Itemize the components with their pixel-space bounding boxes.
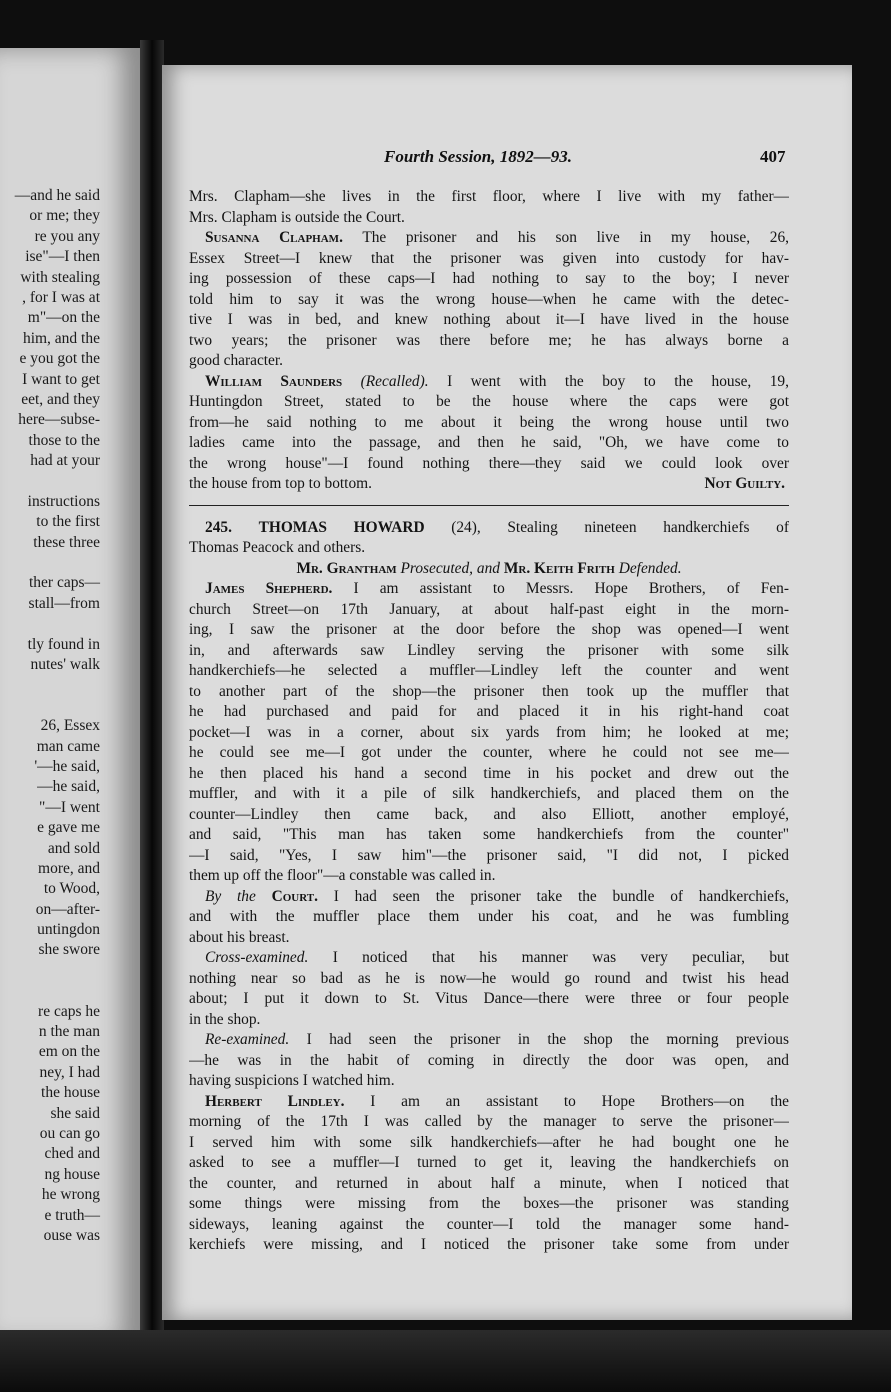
left-page-line-fragment: she swore <box>38 941 100 959</box>
running-head <box>162 147 852 171</box>
left-page-blank-line <box>0 981 100 1001</box>
text-span: I noticed that his manner was very peculiar, but <box>332 949 789 966</box>
text-line: Mrs. Clapham is outside the Court. <box>189 208 405 226</box>
text-line: kerchiefs were missing, and I noticed the prisoner take some from under <box>189 1236 789 1253</box>
left-page-line-fragment: tly found in <box>27 635 100 653</box>
left-page-line-fragment: e truth— <box>44 1206 100 1224</box>
left-page-line-fragment: em on the <box>38 1043 100 1061</box>
text-span: the house from top to bottom. <box>189 475 372 492</box>
text-line: the wrong house"—I found nothing there—they said we could look over <box>189 454 789 472</box>
text-line: —I said, "Yes, I saw him"—the prisoner said, "I did not, I picked <box>189 846 789 864</box>
left-page-line-fragment: nutes' walk <box>30 655 100 673</box>
text-line: Mrs. Clapham—she lives in the first floor, where I live with my father— <box>189 188 789 205</box>
text-line: good character. <box>189 352 284 369</box>
left-page-line-fragment: re caps he <box>38 1002 100 1020</box>
text-line: to another part of the shop—the prisoner then took up the muffler that <box>189 682 789 700</box>
left-page-line-fragment: ney, I had <box>39 1063 100 1081</box>
text-line: in the shop. <box>189 1010 261 1028</box>
left-page-blank-line <box>0 553 100 573</box>
text-line: about his breast. <box>189 928 290 946</box>
page-body <box>189 187 789 1256</box>
verdict: Not Guilty. <box>704 475 785 492</box>
left-page-line-fragment: ise"—I then <box>25 248 100 266</box>
text-line: asked to see a muffler—I turned to get it, leaving the handkerchiefs on <box>189 1154 789 1171</box>
left-page-line-fragment: she said <box>50 1104 100 1122</box>
left-page-line-fragment: with stealing <box>20 268 100 286</box>
left-page-line-fragment: "—I went <box>39 798 100 816</box>
witness-paragraph-start <box>189 228 789 249</box>
left-page-line-fragment: he wrong <box>41 1186 100 1204</box>
left-page-line-fragment: and sold <box>47 839 100 857</box>
left-page-line-fragment: e you got the <box>19 350 100 368</box>
text-line: muffler, and with it a pile of silk handkerchiefs, and placed them on the <box>189 785 789 802</box>
charge-text: (24), Stealing nineteen handkerchiefs of <box>451 518 789 536</box>
text-line: the counter, and returned in about half a minute, when I noticed that <box>189 1174 789 1192</box>
left-page-line-fragment: or me; they <box>29 207 100 225</box>
text-line: he then placed his hand a second time in his pocket and drew out the <box>189 764 789 782</box>
left-page-line-fragment: e gave me <box>37 819 100 837</box>
left-page-blank-line <box>0 675 100 695</box>
left-facing-page <box>0 48 140 1343</box>
text-line: and said, "This man has taken some handkerchiefs from the counter" <box>189 826 789 843</box>
text-line: from—he said nothing to me about it being the wrong house until two <box>189 413 789 431</box>
left-page-line-fragment: 26, Essex <box>40 717 100 735</box>
left-page-line-fragment: ng house <box>44 1165 100 1183</box>
and-label: and <box>476 559 500 577</box>
defence-counsel: Mr. Keith Frith <box>503 559 615 577</box>
text-line: counter—Lindley then came back, and also Elliott, another employé, <box>189 805 789 823</box>
left-page-blank-line <box>0 961 100 981</box>
by-the-label: By the <box>205 887 256 905</box>
left-page-blank-line <box>0 696 100 716</box>
book-gutter <box>140 40 164 1350</box>
recalled-label: (Recalled). <box>360 372 429 390</box>
witness-paragraph-start <box>189 579 789 600</box>
witness-paragraph-start <box>189 372 789 393</box>
left-page-line-fragment: ou can go <box>39 1124 100 1142</box>
left-page-line-fragment: the house <box>41 1084 100 1102</box>
left-page-line-fragment: re you any <box>34 227 100 245</box>
text-line: he had purchased and paid for and placed it in his right-hand coat <box>189 703 789 720</box>
left-page-line-fragment: more, and <box>38 859 100 877</box>
left-page-line-fragment: to Wood, <box>43 880 100 898</box>
witness-name: James Shepherd. <box>205 580 333 597</box>
left-page-line-fragment: n the man <box>38 1023 100 1041</box>
cross-exam-paragraph-start <box>189 948 789 969</box>
left-page-line-fragment: him, and the <box>22 329 100 347</box>
left-page-line-fragment: I want to get <box>22 370 100 388</box>
text-line: pocket—I was in a corner, about six yards from him; he looked at me; <box>189 723 789 741</box>
text-line: I served him with some silk handkerchiefs—after he had bought one he <box>189 1133 789 1151</box>
defendant-name: THOMAS HOWARD <box>258 518 425 536</box>
text-line: morning of the 17th I was called by the manager to serve the prisoner— <box>189 1113 789 1130</box>
text-span: The prisoner and his son live in my house, 26, <box>362 229 789 246</box>
text-line: Huntingdon Street, stated to be the house where the caps were got <box>189 393 789 410</box>
left-page-line-fragment: those to the <box>28 431 100 449</box>
text-line: two years; the prisoner was there before me; he has always borne a <box>189 331 789 349</box>
witness-name: Susanna Clapham. <box>205 229 343 246</box>
left-page-line-fragment: instructions <box>27 492 100 510</box>
text-span: I am assistant to Messrs. Hope Brothers, of Fen- <box>353 580 789 597</box>
left-page-line-fragment: to the first <box>36 513 100 531</box>
case-number: 245. <box>205 518 232 536</box>
text-line: having suspicions I watched him. <box>189 1072 395 1089</box>
cross-examined-label: Cross-examined. <box>205 949 309 966</box>
left-page-line-fragment: —he said, <box>37 778 100 796</box>
text-span: I had seen the prisoner in the shop the morning previous <box>306 1031 789 1048</box>
right-page <box>162 65 852 1320</box>
left-page-blank-line <box>0 614 100 634</box>
text-line: ladies came into the passage, and then he said, "Oh, we have come to <box>189 434 789 451</box>
re-examined-label: Re-examined. <box>205 1031 290 1048</box>
defended-label: Defended. <box>618 559 682 577</box>
left-page-line-fragment: here—subse- <box>18 411 100 429</box>
prosecuted-label: Prosecuted, <box>400 559 474 577</box>
left-page-blank-line <box>0 471 100 491</box>
text-line: ing possession of these caps—I had nothing to say to the boy; I never <box>189 270 789 287</box>
text-span: I had seen the prisoner take the bundle of handkerchiefs, <box>333 887 789 905</box>
left-page-line-fragment: ther caps— <box>28 574 100 592</box>
left-page-line-fragment: eet, and they <box>21 390 100 408</box>
page-number: 407 <box>760 147 786 166</box>
counsel-line <box>189 559 789 580</box>
text-line: told him to say it was the wrong house—when he came with the detec- <box>189 290 789 308</box>
left-page-line-fragment: m"—on the <box>27 309 100 327</box>
left-page-line-fragment: , for I was at <box>22 288 100 306</box>
witness-name: William Saunders <box>205 372 343 390</box>
case-heading <box>189 518 789 539</box>
text-line: them up off the floor"—a constable was called in. <box>189 867 496 884</box>
text-line: nothing near so bad as he is now—he would go round and twist his head <box>189 969 789 987</box>
case-separator-rule <box>189 505 789 506</box>
witness-paragraph-start <box>189 1092 789 1113</box>
left-page-line-fragment: untingdon <box>37 921 100 939</box>
court-label: Court. <box>271 887 318 905</box>
text-line: in, and afterwards saw Lindley serving the prisoner with some silk <box>189 641 789 659</box>
verdict-line <box>189 474 789 495</box>
text-line: Essex Street—I knew that the prisoner was given into custody for hav- <box>189 249 789 267</box>
text-line: and with the muffler place them under his coat, and he was fumbling <box>189 908 789 925</box>
left-page-line-fragment: man came <box>36 737 100 755</box>
running-title: Fourth Session, 1892—93. <box>384 147 572 166</box>
left-page-line-fragment: ouse was <box>43 1226 100 1244</box>
text-line: sideways, leaning against the counter—I told the manager some hand- <box>189 1215 789 1233</box>
left-page-text-fragments <box>0 186 100 1246</box>
text-line: —he was in the habit of coming in directly the door was open, and <box>189 1051 789 1069</box>
witness-name: Herbert Lindley. <box>205 1092 345 1110</box>
left-page-line-fragment: '—he said, <box>34 757 100 775</box>
text-line: about; I put it down to St. Vitus Dance—there were three or four people <box>189 990 789 1007</box>
re-exam-paragraph-start <box>189 1030 789 1051</box>
left-page-line-fragment: on—after- <box>35 900 100 918</box>
text-line: handkerchiefs—he selected a muffler—Lindley left the counter and went <box>189 662 789 679</box>
text-line: ing, I saw the prisoner at the door before the shop was opened—I went <box>189 621 789 638</box>
text-line: Thomas Peacock and others. <box>189 539 366 556</box>
text-span: I am an assistant to Hope Brothers—on the <box>370 1092 789 1110</box>
text-line: some things were missing from the boxes—the prisoner was standing <box>189 1195 789 1212</box>
text-span: I went with the boy to the house, 19, <box>447 372 789 390</box>
left-page-line-fragment: these three <box>33 533 100 551</box>
scan-bottom-edge <box>0 1330 891 1392</box>
left-page-line-fragment: —and he said <box>14 187 100 204</box>
text-line: he could see me—I got under the counter, where he could not see me— <box>189 744 789 761</box>
court-paragraph-start <box>189 887 789 908</box>
left-page-line-fragment: stall—from <box>28 594 100 612</box>
left-page-line-fragment: ched and <box>44 1145 100 1163</box>
text-line: tive I was in bed, and knew nothing about it—I have lived in the house <box>189 311 789 328</box>
text-line: church Street—on 17th January, at about half-past eight in the morn- <box>189 600 789 618</box>
left-page-line-fragment: had at your <box>30 452 100 470</box>
prosecution-counsel: Mr. Grantham <box>296 559 397 577</box>
